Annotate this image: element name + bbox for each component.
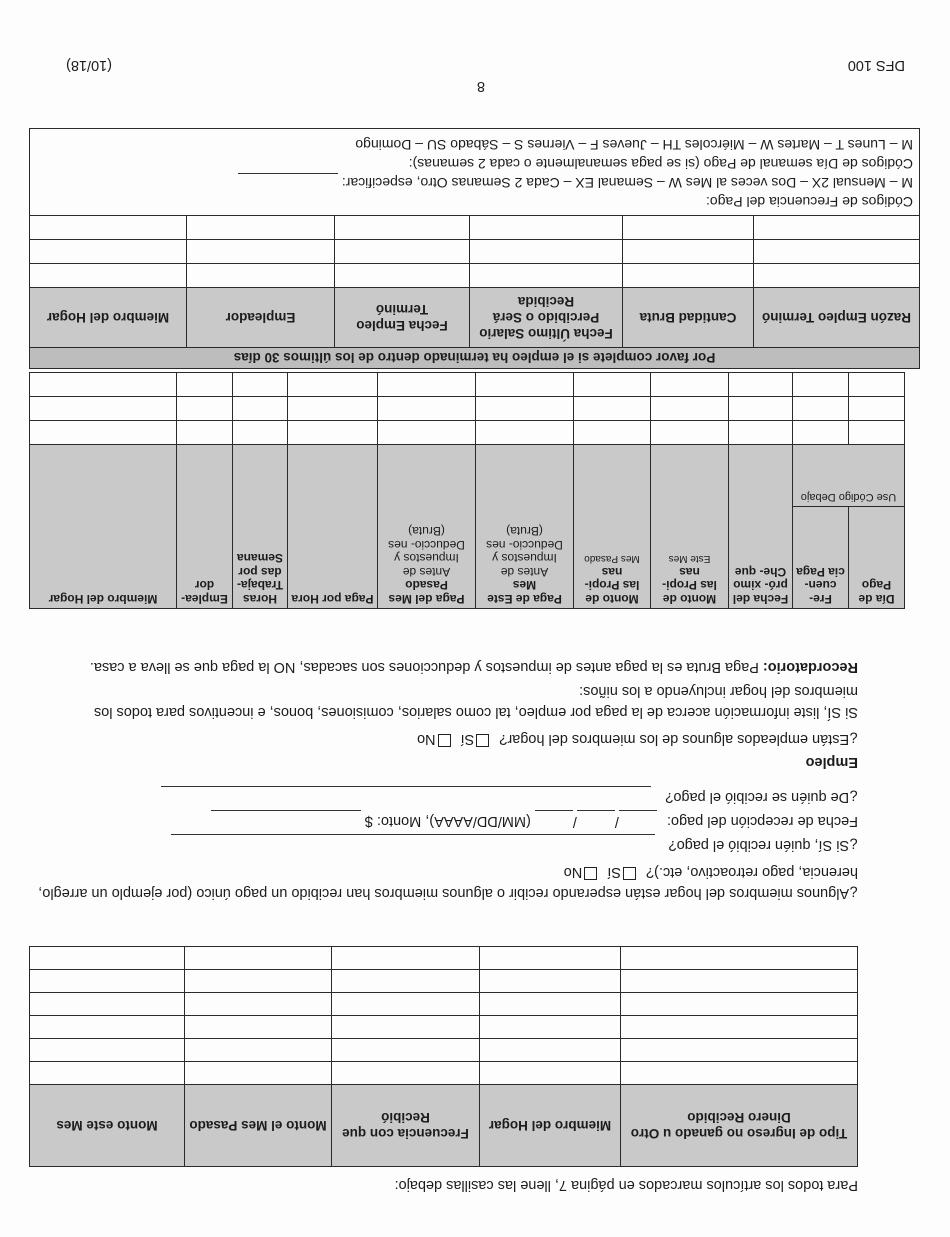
employed-no-checkbox[interactable] xyxy=(438,734,451,747)
from-whom-field[interactable] xyxy=(161,786,651,802)
table-row[interactable] xyxy=(30,373,905,397)
ended-employment-table xyxy=(29,128,920,369)
pay-last-month-label: Paga del Mes Pasado xyxy=(388,578,465,606)
who-received-label: ¿Si Sí, quién recibió el pago? xyxy=(668,837,858,853)
emp-col-member: Miembro del Hogar xyxy=(30,445,177,609)
emp-col-hours: Horas Trabaja- das por Semana xyxy=(233,445,288,609)
lump-sum-yes-label: Sí xyxy=(607,864,621,880)
emp-col-day: Día de Pago xyxy=(849,507,905,609)
employment-instructions: Si SÍ, liste información acerca de la paga por empleo, tal como salarios, comisiones, bonos, e incentivos para todos los miembros del hogar incluyendo a los niños: xyxy=(93,683,858,720)
from-whom-row xyxy=(32,786,858,807)
ended-col-member: Miembro del Hogar xyxy=(30,288,187,348)
who-received-field[interactable] xyxy=(171,834,655,850)
col-frequency: Frecuencia con que Recibió xyxy=(332,1085,480,1167)
pay-last-month-sub: Antes de Impuestos y Deduccio- nes (Bruta) xyxy=(388,524,465,579)
emp-col-pay-this-month xyxy=(476,445,574,609)
unearned-income-table xyxy=(29,946,858,1167)
payment-year-field[interactable] xyxy=(535,810,573,826)
tips-last-month-sub: Mes Pasado xyxy=(584,553,640,565)
lump-sum-question-text: ¿Algunos miembros del hogar están esperando recibir o algunos miembros han recibido un pago único (por ejemplo un arreglo, herencia, pago retroactivo, etc.)? xyxy=(38,864,858,901)
table-row[interactable] xyxy=(30,397,905,421)
ended-col-employer: Empleador xyxy=(187,288,335,348)
payment-amount-field[interactable] xyxy=(211,810,361,826)
table-row[interactable] xyxy=(30,1039,858,1062)
employment-table xyxy=(29,372,905,609)
ended-banner: Por favor complete si el empleo ha terminado dentro de los últimos 30 días xyxy=(30,348,920,369)
employed-no-label: No xyxy=(417,731,436,747)
table-row[interactable] xyxy=(30,264,920,288)
employed-yes-label: Sí xyxy=(460,731,475,747)
tips-this-month-label: Monto de las Propi- nas xyxy=(662,565,717,606)
lump-sum-no-checkbox[interactable] xyxy=(584,867,597,880)
ended-col-end-date: Fecha Empleo Terminó xyxy=(335,288,470,348)
table-row[interactable] xyxy=(30,421,905,445)
lump-sum-yes-checkbox[interactable] xyxy=(623,867,636,880)
table-row[interactable] xyxy=(30,993,858,1016)
emp-col-next-check: Fecha del pró- ximo Che- que xyxy=(729,445,793,609)
emp-col-pay-last-month xyxy=(378,445,476,609)
ended-col-reason: Razón Empleo Terminó xyxy=(754,288,920,348)
revision-date: (10/18) xyxy=(66,57,112,73)
emp-col-frequency: Fre- cuen- cia Paga xyxy=(793,507,849,609)
pay-this-month-label: Paga de Este Mes xyxy=(487,578,562,606)
pay-this-month-sub: Antes de Impuestos y Deduccio- nes (Bruta) xyxy=(486,524,563,579)
payment-date-label: Fecha de recepción del pago: xyxy=(666,813,858,829)
table-row[interactable] xyxy=(30,1062,858,1085)
ended-col-gross: Cantidad Bruta xyxy=(623,288,754,348)
emp-col-employer: Emplea- dor xyxy=(177,445,233,609)
payment-day-field[interactable] xyxy=(577,810,615,826)
table-row[interactable] xyxy=(30,216,920,240)
day-codes-line: M – Lunes T – Martes W – Miércoles TH – Jueves F – Viernes S – Sábado SU – Domingo xyxy=(355,137,913,153)
payment-amount-label: Monto: $ xyxy=(364,813,422,829)
codes-box xyxy=(30,129,920,216)
day-codes-title: Códigos de Día semanal de Pago (si se paga semanalmente o cada 2 semanas): xyxy=(408,156,913,172)
date-format-hint: (MM/DD/AAAA), xyxy=(425,813,531,829)
payment-month-field[interactable] xyxy=(619,810,657,826)
ended-col-last-salary: Fecha Último Salario Percibido o Será Recibida xyxy=(470,288,623,348)
table-row[interactable] xyxy=(30,947,858,970)
tips-this-month-sub: Este Mes xyxy=(668,553,711,565)
col-member: Miembro del Hogar xyxy=(480,1085,621,1167)
form-id: DFS 100 xyxy=(847,57,905,73)
lump-sum-no-label: No xyxy=(563,864,583,880)
from-whom-label: ¿De quién se recibió el pago? xyxy=(665,789,858,805)
employment-question-text: ¿Están empleados algunos de los miembros del hogar? xyxy=(499,731,858,747)
emp-col-tips-last-month xyxy=(574,445,651,609)
freq-codes-line xyxy=(36,173,913,192)
employment-question xyxy=(32,728,858,749)
emp-col-use-code: Use Código Debajo xyxy=(793,445,905,507)
employment-heading: Empleo xyxy=(805,754,858,770)
emp-col-pay-per-hour: Paga por Hora xyxy=(288,445,378,609)
page-number: 8 xyxy=(476,78,485,94)
table-row[interactable] xyxy=(30,240,920,264)
reminder-label: Recordatorio: xyxy=(762,659,858,675)
intro-text: Para todos los artículos marcados en página 7, llene las casillas debajo: xyxy=(394,1177,858,1193)
lump-sum-question xyxy=(32,861,858,903)
col-amount-last-month: Monto el Mes Pasado xyxy=(185,1085,332,1167)
who-received-row xyxy=(32,834,858,855)
payment-date-row: Fecha de recepción del pago: // (MM/DD/AAAA), Monto: $ xyxy=(32,810,858,831)
emp-col-tips-this-month xyxy=(651,445,729,609)
tips-last-month-label: Monto de las Propi- nas xyxy=(584,565,640,606)
other-frequency-field[interactable] xyxy=(238,173,338,187)
col-income-type: Tipo de Ingreso no ganado u Otro Dinero Recibido xyxy=(621,1085,858,1167)
table-row[interactable] xyxy=(30,970,858,993)
reminder-text: Paga Bruta es la paga antes de impuestos y deducciones son sacadas, NO la paga que se lleva a casa. xyxy=(89,659,759,675)
freq-codes-title: Códigos de Frecuencia del Pago: xyxy=(705,194,913,210)
table-row[interactable] xyxy=(30,1016,858,1039)
freq-codes-text: M – Mensual 2X – Dos veces al Mes W – Semanal EX – Cada 2 Semanas Otro, especificar: xyxy=(341,175,913,191)
col-amount-this-month: Monto este Mes xyxy=(30,1085,185,1167)
reminder xyxy=(28,656,858,677)
employed-yes-checkbox[interactable] xyxy=(476,734,489,747)
